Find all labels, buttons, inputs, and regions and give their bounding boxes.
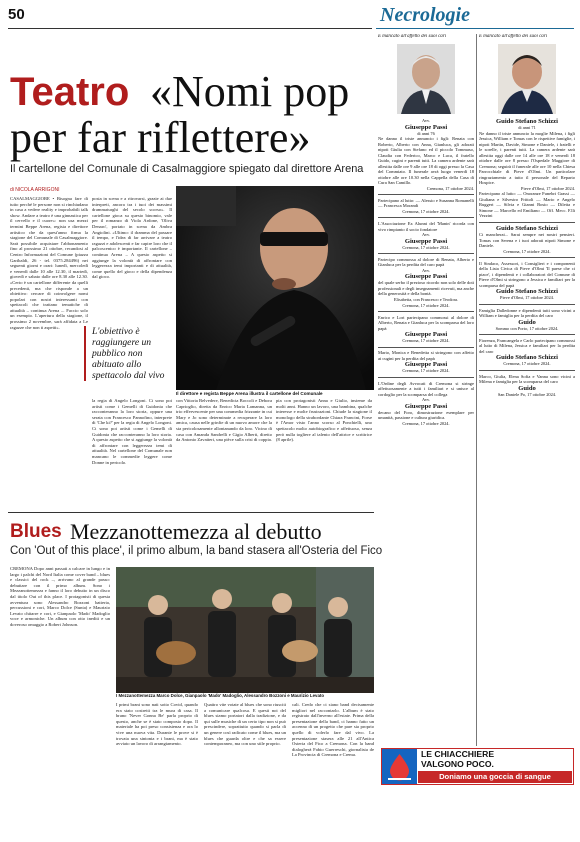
ad-headline-2: VALGONO POCO.	[421, 759, 494, 769]
obituary-column-2	[479, 34, 575, 746]
teatro-column-2: posta in scena e a ritrovarsi, grazie ai due interpreti, ancora tra i tuoi dei massimi drammaturghi del secolo scorso». Il cartellone gioca su questo binomio, vale per il romanzo di Viola Ardone, 'Oliva Denaro', portato in scena da Ambra Angiolini. «Ultimo: il dramma del passare il tempo, e l'idea di far arrivare a teatro ragazzi e adolescenti e far capire loro che il palcoscenico è importante. Il cartellone – continua Arena – A questo aspetto si aggiunge la volontà di affrontare con leggerezza temi importanti e di attualità, come quello del gioco e della dipendenza dal gioco.	[92, 196, 172, 280]
obituary-separator	[378, 311, 474, 312]
band-photo-image	[116, 567, 374, 693]
teatro-column-3: con Vittoria Belvedere, Benedicta Boccoli e Debora Caprioglio, diretta da Enrico Maria Lamanna, un trio effervescente per una commedia frizzante in cui Mary e Jo sono determinate a recuperare la loro amica, causa nelle grinfie di un nuovo amore che la sta pericolosamente allontanando da loro. Vicino di casa con Amanda Sandrelli e Gigio Alberti, diretto da Antonio Zavatteri, una pièce sulla crisi di coppia.	[176, 398, 272, 443]
obituary-separator	[378, 217, 474, 218]
teatro-column-4: pia con protagonisti Anna e Giulio, insieme da molti anni. Hanno un lavoro, una bambina, qualche interesse e molte frustrazioni. Chiude la stagione il monologo della strabordante Chiara Francini, Forse è l'Amor visto l'anno scorso al Ponchielli, uno spettacolo molto autobiografico e affettuoso, senza però nulla togliere al talento dell'attrice e scrittrice (8 aprile).	[276, 398, 372, 443]
teatro-column-1: CASALMAGGIORE • Bisogna fare di tutto perché le persone non si rinchiudano in casa a vedere reality e improbabili talk show. Andare a teatro è una ginnastica per il cervello e il cuore»: non usa mezzi termini Beppe Arena, regista e direttore artistico che da quest'anno firma la stagione del Comunale di Casalmaggiore. Sarà possibile acquistare l'abbonamento fino al prossimo 21 ottobre, recandosi al Centro Informazioni del Comune (piazza Garibaldi, 26 - tel. 0375.284496) nei seguenti giorni e orari: lunedì, mercoledì e venerdì dalle 10 alle 12.30, il martedì, giovedì e sabato dalle ore 8.30 alle 12.30. «Certo è un cartellone differente da quelli precedenti, ma che risponde a un obiettivo: cercare di coinvolgere nomi popolari con nostri interessanti con spettacoli che trattano tematiche di attualità – continua Arena –. Faccio solo un esempio. L'apertura della stagione, il prossimo 2 novembre, sarà affidata a Le ragazze che non ti aspetti».	[10, 196, 88, 330]
obituary-passi-condolence-6: L'Ordine degli Avvocati di Cremona si stringe affettuosamente a tutti i familiari e si unisce al cordoglio per la scomparsa del collega Avv. Giuseppe Passi decano del Foro, dimostrazione esemplare per umanità, passione e cultura giuridica. Cremona, 17 ottobre 2024.	[378, 380, 474, 426]
obituary-separator	[378, 253, 474, 254]
portrait-schizzi-image	[498, 44, 556, 114]
header-rule	[8, 28, 372, 29]
section-rule	[376, 28, 574, 29]
blues-subtitle: Con 'Out of this place', il primo album, la band stasera all'Osteria del Fico	[10, 545, 383, 557]
obituary-schizzi-main: È mancato all'affetto dei suoi cari Guido Stefano Schizzi di anni 71 Ne danno il triste annuncio la moglie Milena, i figli Jessica, William e Tomas con le rispettive famiglie, i nipoti Martin, Davide, Simone e Daniele, i fratelli e le sorelle, i parenti tutti. La camera ardente sarà allestita oggi dalle ore 14 alle ore 18 e venerdì 18 ottobre dalle ore 8 presso l'Ospedale Maggiore di Cremona; seguirà il funerale alle ore 10 nella Chiesa Parrocchiale di Pieve d'Olmi. Un particolare ringraziamento a tutto il personale del Reparto Hospice. Pieve d'Olmi, 17 ottobre 2024.	[479, 34, 575, 191]
blues-kicker: Blues	[10, 521, 62, 542]
portrait-passi-image	[397, 44, 455, 114]
article-divider	[8, 512, 374, 513]
portrait-passi	[397, 44, 455, 114]
teatro-column-2b: la regia di Angelo Longoni. Ci sono poi artisti come i Gemelli di Guidonia che racconteranno la loro storia, oppure una serata con Francesco Pannofino, interprete di 'Che ki?' per la regia di Angelo Longoni. Ci sono poi artisti come i Gemelli di Guidonia che racconteranno la loro storia. A questo aspetto che si aggiunge la volontà di affrontare con leggerezza temi di attualità. Nel cartellone del Comunale non mancano le commedie leggere come Donne in pericolo.	[92, 398, 172, 465]
blues-column-4: cali. Credo che ci siano band decisamente migliori nel raccontarlo. L'album è stato registrato dall'inverno all'estate. Prima della presentazione della band, ci hanno fatto un accenno di un progetto che pare sia proprio quello di volerlo fare dal vivo. La presentazione stasera alle 21 all'Antica Osteria del Fico a Cremona. Con la band dialogherà Fabio Guerreschi, giornalista de La Provincia di Cremona e Crema.	[292, 702, 374, 758]
obituary-schizzi-condolence-1: Guido Stefano Schizzi Ci mancherai... Sarai sempre nei nostri pensieri. Tomas con Serena e i tuoi adorati nipoti Simone e Daniele. Cremona, 17 ottobre 2024.	[479, 225, 575, 254]
obituary-schizzi-condolence-2: Il Sindaco, Assessori, i Consiglieri e i componenti della Lista Civica di Pieve d'Olmi 'Il paese che ci piace', i dipendenti e i collaboratori del Comune di Pieve d'Olmi si stringono a Jessica e familiari per la scomparsa del papà Guido Stefano Schizzi Pieve d'Olmi, 17 ottobre 2024.	[479, 260, 575, 301]
column-divider	[476, 34, 477, 746]
teatro-photo	[176, 186, 374, 390]
avis-logo-icon	[382, 749, 417, 784]
portrait-schizzi	[498, 44, 556, 114]
ad-tagline: Doniamo una goccia di sangue	[418, 771, 572, 783]
teatro-photo-caption: Il direttore e regista Beppe Arena illustra il cartellone del Comunale	[176, 391, 323, 396]
blues-column-1: CREMONA Dopo anni passati a calcare in lungo e in largo i palchi del Nord Italia come cover band – blues e classici del rock –, arrivano al grande passo: debuttare con il primo album. Sono i Mezzanottemezza e fanno il loro debutto in un disco dal titolo Out of this place. I protagonisti di questa avventura sono Alessandro Bozzoni batteria, percussioni e cori, Marco Dolce (Sunta) e Maurizio Levato chitarre e cori, e Gianpaolo 'Mado' Madoglio voce e armoniche. Un album con otto inediti e un doveroso omaggio a Robert Johnson.	[10, 566, 110, 627]
obituary-schizzi-condolence-3: Famiglia Dalledonne e dipendenti tutti sono vicini a William e famiglia per la perdita del caro Guido Sommo con Porto, 17 ottobre 2024.	[479, 307, 575, 331]
obituary-passi-condolence-2: L'Associazione Ex Alunni del 'Manin' ricorda con vivo rimpianto il socio fondatore Avv. Giuseppe Passi Cremona, 17 ottobre 2024.	[378, 221, 474, 250]
obituary-passi-condolence-5: Mario, Monica e Benedetta si stringono con affetto ai cugini per la perdita del papà Giuseppe Passi Cremona, 17 ottobre 2024.	[378, 350, 474, 374]
teatro-byline: di NICOLA ARRIGONI	[10, 187, 60, 193]
obituary-separator	[479, 370, 575, 371]
section-title: Necrologie	[380, 4, 470, 26]
obituary-separator	[378, 377, 474, 378]
blues-photo	[116, 567, 374, 693]
portrait-arena-image	[176, 186, 374, 390]
obituary-separator	[378, 347, 474, 348]
obituary-schizzi-condolence-5: Marco, Giulia, Elena Sofia e Vanna sono vicini a Milena e famiglia per la scomparsa del caro Guido San Daniele Po, 17 ottobre 2024.	[479, 373, 575, 397]
avis-logo-image	[382, 749, 417, 784]
blues-column-3: Quattro vite votate al blues che sono riusciti a comunicare qualcosa. E questi noi del blues siamo portatori dalla tradizione, e da qui sulle musiche di un certo tipo non si può prescindere, soprattutto quando si parla di un genere così radicato come il blues, ma un blues che guarda oltre e che sa essere contemporaneo, ma con uno stile proprio.	[204, 702, 286, 747]
obituary-passi-condolence-1: Partecipano al lutto: — Alessio e Susanna Romanelli — Francesca Morandi Cremona, 17 ottobre 2024.	[378, 197, 474, 214]
blues-photo-caption: I Mezzanottemezza Marco Dolce, Gianpaolo 'Mado' Madoglio, Alessandro Bozzoni e Maurizio Levato	[116, 693, 325, 698]
obituary-schizzi-condolence-4: Fiorenza, Francangela e Carlo partecipano commossi al lutto di Milena, Jessica e familiari per la perdita del caro Guido Stefano Schizzi Cremona, 17 ottobre 2024.	[479, 337, 575, 367]
teatro-title-line1: «Nomi pop	[150, 67, 350, 116]
obituary-separator	[479, 334, 575, 335]
obituary-separator	[378, 194, 474, 195]
obituary-passi-condolence-3: Partecipo commossa al dolore di Renata, Alberto e Gianluca per la perdita del caro papà Avv. Giuseppe Passi del quale serbo il prezioso ricordo non solo delle doti professionali e degli insegnamenti ricevuti, ma anche della generosità e della bontà. Elisabetta, con Francesco e Teodora. Cremona, 17 ottobre 2024.	[378, 256, 474, 308]
obituary-passi-condolence-4: Enrico e Lori partecipano commossi al dolore di Alberto, Renata e Gianluca per la scomparsa del loro papà Giuseppe Passi Cremona, 17 ottobre 2024.	[378, 314, 474, 344]
teatro-title-line2: per far riflettere»	[10, 113, 311, 162]
obituary-column-1	[378, 34, 474, 746]
teatro-subtitle: Il cartellone del Comunale di Casalmaggiore spiegato dal direttore Arena	[10, 163, 364, 175]
page-number: 50	[8, 6, 25, 23]
blues-column-2: I primi brani sono nati sotto Covid, quando era stato costretti tra le mura di casa. Il brano 'Never Gonna Be' parla proprio di questo, anche se è stato composto dopo. Il materiale ha poi preso consistenza e ora lo vive una nuova vita. Durante le prove si è trovata una sintonia e i brani, ma è stato avviato un lavoro di arrangiamento.	[116, 702, 198, 747]
teatro-pull-quote: L'obiettivo è raggiungere un pubblico non abituato allo spettacolo dal vivo	[84, 326, 170, 381]
obituary-schizzi-participants: Partecipano al lutto: — Onoranze Funebri Grassi — Giuliana e Silvestro Frittoli — Mario e Angelo Ruggeri — Silvia e Gianni Bosio — Diletta e Simone — Marcello ed Emiliano — Off. Mecc. F.lli Vezzini	[479, 191, 575, 219]
obituary-separator	[479, 222, 575, 223]
ad-headline-1: LE CHIACCHIERE	[421, 749, 495, 759]
obituary-separator	[479, 304, 575, 305]
blues-title: Mezzanottemezza al debutto	[70, 519, 322, 544]
teatro-kicker: Teatro	[10, 70, 130, 114]
obituary-separator	[479, 257, 575, 258]
obituary-passi-main: È mancato all'affetto dei suoi cari Avv. Giuseppe Passi di anni 76 Ne danno il triste annuncio i figli: Renata con Roberto, Alberto con Anna, Gianluca, gli adorati nipoti Giulia con Stefano ed il piccolo Tommaso, Claudia con Federico, Marco e Luca, il fratello Guido, cugini e parenti tutti. La camera ardente sarà allestita dalle ore 9 alle ore 18 di oggi presso la Casa del Commiato. Il funerale avrà luogo venerdì 18 ottobre alle ore 10.30 nella Cappella della Casa di Cura San Camillo. Cremona, 17 ottobre 2024.	[378, 34, 474, 191]
